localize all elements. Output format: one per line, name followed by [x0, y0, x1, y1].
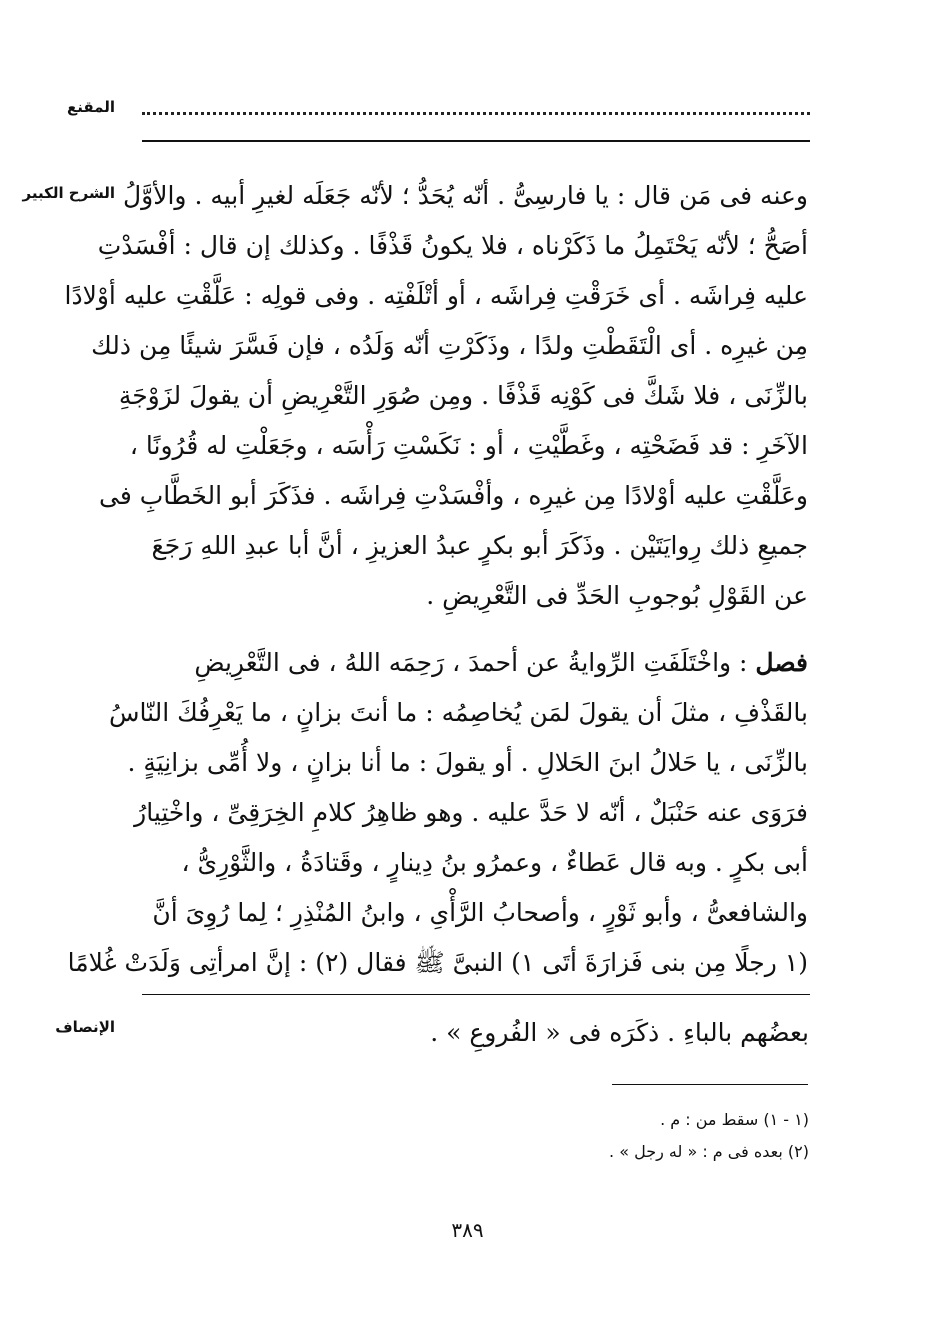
paragraph-fasl: [67, 638, 808, 988]
text-line: الآخَرِ : قد فَضَحْتِه ، وغَطَّيْتِ ، أو : نَكَسْتِ رَأْسَه ، وجَعَلْتِ له قُرُونًا ،: [129, 431, 808, 460]
text-line: جميعِ ذلك رِوايَتَيْن . وذَكَرَ أبو بكرٍ عبدُ العزيزِ ، أنَّ أبا عبدِ اللهِ رَجَعَ: [151, 531, 808, 560]
footnote-rule: [612, 1084, 808, 1085]
section-divider: [142, 994, 810, 995]
running-title: المقنع: [67, 98, 115, 116]
text-line: وعَلَّقْتِ عليه أوْلادًا مِن غيرِه ، وأفْسَدْتِ فِراشَه . فذَكَرَ أبو الخَطَّابِ فى: [99, 481, 808, 510]
text-line: عليه فِراشَه . أى خَرَقْتِ فِراشَه ، أو أتْلَفْتِه . وفى قولِه : عَلَّقْتِ عليه أوْلادًا: [64, 281, 808, 310]
text-line: بالزِّنَى ، فلا شَكَّ فى كَوْنِه قَذْفًا . ومِن صُوَرِ التَّعْرِيضِ أن يقولَ لزَوْجَةِ: [118, 381, 808, 410]
margin-label-insaf: الإنصاف: [55, 1018, 115, 1036]
text-line: عن القَوْلِ بُوجوبِ الحَدِّ فى التَّعْرِيضِ .: [426, 581, 808, 610]
section-heading-fasl: فصل: [755, 648, 808, 677]
page-number: ٣٨٩: [451, 1218, 484, 1242]
text-line-rest: : واخْتَلَفَتِ الرِّوايةُ عن أحمدَ ، رَحِمَه اللهُ ، فى التَّعْرِيضِ: [194, 648, 748, 677]
header-dotted-line: [142, 100, 810, 115]
footnote: (١ - ١) سقط من : م .: [660, 1110, 809, 1129]
text-line: (١ رجلًا مِن بنى فَزارَةَ أتَى ١) النبىَّ ﷺ فقال (٢) : إنَّ امرأتِى وَلَدَتْ غُلامًا: [67, 948, 808, 977]
margin-label-sharh: الشرح الكبير: [22, 184, 115, 202]
text-line: فرَوَى عنه حَنْبَلٌ ، أنّه لا حَدَّ عليه . وهو ظاهِرُ كلامِ الخِرَقِىِّ ، واخْتِيارُ: [134, 798, 808, 827]
text-line: والشافعىُّ ، وأبو ثَوْرٍ ، وأصحابُ الرَّأْىِ ، وابنُ المُنْذِرِ ؛ لِما رُوِىَ أنَّ: [152, 898, 808, 927]
text-line: وعنه فى مَن قال : يا فارسِىُّ . أنّه يُحَدُّ ؛ لأنّه جَعَلَه لغيرِ أبيه . والأوَّلُ: [122, 181, 808, 210]
text-line: [132, 638, 808, 688]
text-line: مِن غيرِه . أى الْتَقَطْتِ ولدًا ، وذَكَرْتِ أنّه وَلَدُه ، فإن فَسَّرَ شيئًا مِن ذلك: [91, 331, 808, 360]
text-line: بالزِّنَى ، يا حَلالُ ابنَ الحَلالِ . أو يقولَ : ما أنا بزانٍ ، ولا أُمِّى بزانِيَةٍ .: [127, 748, 808, 777]
footnote: (٢) بعده فى م : « له رجل » .: [609, 1142, 809, 1161]
text-line: بالقَذْفِ ، مثلَ أن يقولَ لمَن يُخاصِمُه : ما أنتَ بزانٍ ، ما يَعْرِفُكَ النّاسُ: [108, 698, 808, 727]
insaf-text: بعضُهم بالباءِ . ذكَرَه فى « الفُروعِ » .: [430, 1018, 809, 1047]
text-line: أبى بكرٍ . وبه قال عَطاءٌ ، وعمرُو بنُ دِينارٍ ، وقَتادَةُ ، والثَّوْرِىُّ ،: [181, 848, 808, 877]
header-rule: [142, 140, 810, 142]
text-line: أصَحُّ ؛ لأنّه يَحْتَمِلُ ما ذَكَرْناه ، فلا يكونُ قَذْفًا . وكذلك إن قال : أفْسَدْتِ: [97, 231, 808, 260]
